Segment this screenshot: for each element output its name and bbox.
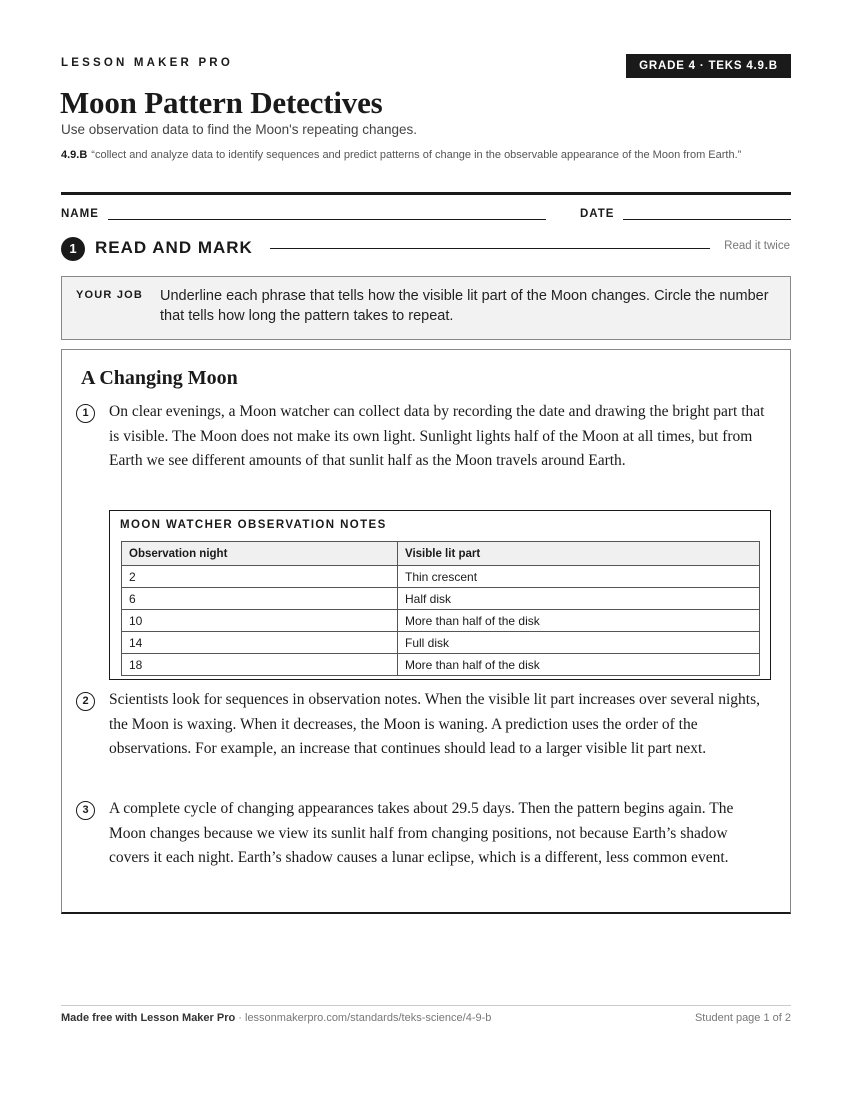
table-header-row xyxy=(122,542,760,566)
standard-code: 4.9.B xyxy=(61,149,88,161)
table-cell-lit-part: Thin crescent xyxy=(398,566,760,588)
page-title: Moon Pattern Detectives xyxy=(60,85,383,120)
table-cell-lit-part: More than half of the disk xyxy=(398,610,760,632)
table-cell-lit-part: More than half of the disk xyxy=(398,654,760,676)
paragraph-1: On clear evenings, a Moon watcher can collect data by recording the date and drawing the bright part that is visible. The Moon does not make its own light. Sunlight lights half of the Moon at all times, but from Earth we see different amounts of that sunlit half as the Moon travels around Earth. xyxy=(109,403,765,469)
table-cell-night: 18 xyxy=(122,654,398,676)
paragraph-number-3: 3 xyxy=(76,801,95,820)
passage-title: A Changing Moon xyxy=(81,367,238,389)
name-field[interactable] xyxy=(108,219,546,220)
table-cell-night: 14 xyxy=(122,632,398,654)
paragraph-3: A complete cycle of changing appearances takes about 29.5 days. Then the pattern begins again. The Moon changes because we view its sunlit half from changing positions, not because Earth’s shadow covers it each night. Earth’s shadow causes a lunar eclipse, which is a different, less common event. xyxy=(109,800,734,866)
standard-statement xyxy=(61,147,791,164)
table-cell-night: 10 xyxy=(122,610,398,632)
footer-credit xyxy=(61,1012,491,1024)
paragraph-2: Scientists look for sequences in observation notes. When the visible lit part increases over several nights, the Moon is waxing. When it decreases, the Moon is waning. A prediction uses the order of the observations. For example, an increase that continues should lead to a larger visible lit part next. xyxy=(109,691,760,757)
section-divider xyxy=(270,248,710,249)
paragraph-number-1: 1 xyxy=(76,404,95,423)
table-row xyxy=(122,610,760,632)
your-job-instructions: Underline each phrase that tells how the visible lit part of the Moon changes. Circle the number that tells how long the pattern takes to repeat. xyxy=(160,288,769,324)
table-row xyxy=(122,588,760,610)
observation-notes-title: MOON WATCHER OBSERVATION NOTES xyxy=(120,519,387,531)
section-title: READ AND MARK xyxy=(95,238,253,257)
table-row xyxy=(122,654,760,676)
date-field[interactable] xyxy=(623,219,791,220)
paragraph-number-2: 2 xyxy=(76,692,95,711)
table-row xyxy=(122,632,760,654)
reading-passage xyxy=(61,349,791,914)
grade-badge: GRADE 4 · TEKS 4.9.B xyxy=(626,54,791,78)
your-job-box xyxy=(61,276,791,340)
your-job-label: YOUR JOB xyxy=(76,289,144,301)
table-cell-night: 2 xyxy=(122,566,398,588)
column-header-night: Observation night xyxy=(122,542,398,566)
footer-divider xyxy=(61,1005,791,1006)
column-header-lit-part: Visible lit part xyxy=(398,542,760,566)
observation-notes-box xyxy=(109,510,771,680)
standard-text: “collect and analyze data to identify sequences and predict patterns of change in the observable appearance of the Moon from Earth.” xyxy=(91,149,742,161)
brand-name: LESSON MAKER PRO xyxy=(61,57,233,69)
date-label: DATE xyxy=(580,208,615,220)
footer-page-number: Student page 1 of 2 xyxy=(694,1012,791,1024)
page-subtitle: Use observation data to find the Moon's repeating changes. xyxy=(61,122,418,137)
table-row xyxy=(122,566,760,588)
table-cell-lit-part: Half disk xyxy=(398,588,760,610)
observation-table xyxy=(121,541,760,676)
footer-url: · lessonmakerpro.com/standards/teks-science/4-9-b xyxy=(238,1012,492,1024)
section-note: Read it twice xyxy=(724,240,790,252)
table-cell-lit-part: Full disk xyxy=(398,632,760,654)
footer-brand: Made free with Lesson Maker Pro xyxy=(61,1012,236,1024)
name-label: NAME xyxy=(61,208,99,220)
section-number-badge: 1 xyxy=(61,237,85,261)
table-cell-night: 6 xyxy=(122,588,398,610)
header-divider xyxy=(61,192,791,195)
